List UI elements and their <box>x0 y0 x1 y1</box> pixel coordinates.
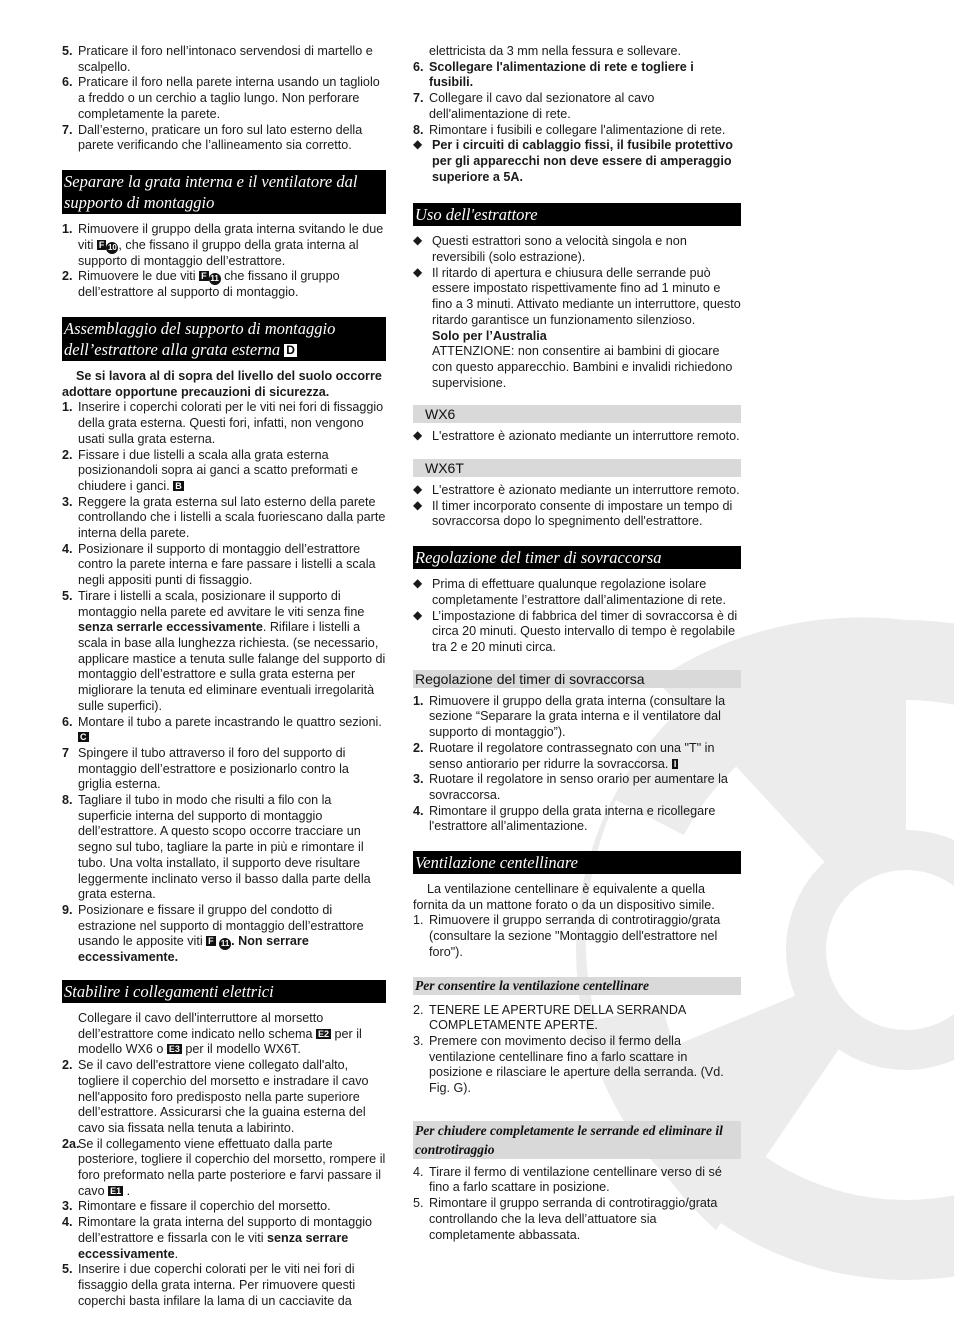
list-item: 7 Spingere il tubo attraverso il foro del supporto di montaggio dell’estrattore e posizionarlo contro la griglia esterna. <box>62 745 349 792</box>
section-heading-uso: Uso dell'estrattore <box>413 203 741 226</box>
list-item: 2. Fissare i due listelli a scala alla grata esterna posizionandoli sopra ai ganci a scatto preformati e chiudere i ganci. B <box>62 447 359 493</box>
list-item: 2. Rimuovere le due viti F 11 che fissano il gruppo dell’estrattore al supporto di montaggio. <box>62 269 340 300</box>
left-column <box>62 44 386 1309</box>
section-heading-ventilazione: Ventilazione centellinare <box>413 851 741 874</box>
list-item: 3. Premere con movimento deciso il fermo della ventilazione centellinare fino a farlo scattare in posizione e rilasciare le aperture della serranda. (Vd. Fig. G). <box>413 1033 724 1096</box>
list-item: 4. Posizionare il supporto di montaggio dell’estrattore contro la parete interna e fare passare i listelli a scala negli appositi punti di fissaggio. <box>62 541 376 588</box>
list-item: ◆ L'estrattore è azionato mediante un interruttore remoto. <box>413 428 740 444</box>
figure-ref-badge: F <box>208 936 214 947</box>
model-heading-wx6: WX6 <box>413 405 741 423</box>
right-column <box>413 44 741 1243</box>
list-item: 6. Scollegare l'alimentazione di rete e togliere i fusibili. <box>413 59 694 90</box>
list-item: 5. Inserire i due coperchi colorati per le viti nei fori di fissaggio della grata interna. Per rimuovere questi coperchi basta infilare la lama di un cacciavite da <box>62 1262 356 1308</box>
list-item: 4. Tirare il fermo di ventilazione centellinare verso di sé fino a farlo scattare in posizione. <box>413 1164 722 1195</box>
list-item: 7. Dall’esterno, praticare un foro sul lato esterno della parete verificando che l’allineamento sia corretto. <box>62 122 363 153</box>
list-item: Collegare il cavo dell'interruttore al morsetto dell’estrattore come indicato nello schema E2 per il modello WX6 o E3 per il modello WX6T. <box>78 1011 362 1057</box>
list-item: 3. Reggere la grata esterna sul lato esterno della parete controllando che i listelli a scala fuoriescano dalla parte interna della parete. <box>62 494 386 541</box>
list-item: 5. Praticare il foro nell’intonaco servendosi di martello e scalpello. <box>62 44 373 74</box>
subsection-heading-chiudere: Per chiudere completamente le serrande ed eliminare il controtiraggio <box>413 1121 741 1159</box>
list-item: 5. Rimontare il gruppo serranda di controtiraggio/grata controllando che la leva dell’attuatore sia completamente abbassata. <box>413 1196 718 1242</box>
bullet-icon: ◆ <box>413 137 423 152</box>
list-item: 8. Tagliare il tubo in modo che risulti a filo con la superficie interna del supporto di montaggio dell’estrattore. A questo scopo occorre tracciare un segno sul tubo, tagliare la parte in più e rimontare il tubo. Una volta installato, il supporto deve risultare leggermente inclinato verso il basso dalla parte della grata esterna. <box>62 793 371 902</box>
list-item: 2a. Se il collegamento viene effettuato dalla parte posteriore, togliere il coperchio del morsetto, rompere il foro preformato nella parte posteriore e farvi passare il cavo E1 . <box>62 1136 386 1198</box>
list-item: 2. Ruotare il regolatore contrassegnato con una "T" in senso antiorario per ridurre la sovraccorsa. I <box>413 740 715 771</box>
section-heading-separare: Separare la grata interna e il ventilatore dal supporto di montaggio <box>62 170 386 214</box>
list-item: ◆ L’impostazione di fabbrica del timer di sovraccorsa è di circa 20 minuti. Questo intervallo di tempo è regolabile tra 2 e 20 minuti circa. <box>413 607 738 654</box>
figure-ref-badge: I <box>673 758 677 769</box>
list-item: 1. Rimuovere il gruppo della grata interna svitando le due viti F 10 , che fissano il gruppo della grata interna al supporto di montaggio dell’estrattore. <box>62 221 384 268</box>
figure-ref-badge: E3 <box>168 1044 180 1055</box>
list-item: ◆ Prima di effettuare qualunque regolazione isolare completamente l’estrattore dall’alimentazione di rete. <box>413 576 727 607</box>
screw-number-badge: 10 <box>107 242 117 252</box>
list-item: ◆ L'estrattore è azionato mediante un interruttore remoto. <box>413 482 740 498</box>
figure-ref-badge: E2 <box>318 1028 330 1039</box>
figure-ref-badge: D <box>286 343 295 358</box>
list-item: 4. Rimontare la grata interna del supporto di montaggio dell’estrattore e fissarla con le viti senza serrare eccessivamente. <box>62 1215 373 1261</box>
figure-ref-badge: E1 <box>110 1185 122 1196</box>
bullet-icon: ◆ <box>413 264 423 279</box>
bullet-icon: ◆ <box>413 233 423 248</box>
section-heading-collegamenti: Stabilire i collegamenti elettrici <box>62 980 386 1003</box>
bullet-icon: ◆ <box>413 607 423 622</box>
list-item: 2. Se il cavo dell'estrattore viene collegato dall'alto, togliere il coperchio del morsetto e instradare il cavo nell'apposito foro predisposto nella parte superiore dell’estrattore. Assicurarsi che la guaina esterna del cavo sia fissata nella tenuta a labirinto. <box>62 1058 369 1135</box>
figure-ref-badge: B <box>175 480 182 491</box>
figure-ref-badge: F <box>201 271 207 282</box>
screw-number-badge: 11 <box>220 939 230 949</box>
bullet-icon: ◆ <box>413 482 423 497</box>
list-item: 3. Rimontare e fissare il coperchio del morsetto. <box>62 1199 331 1214</box>
subsection-heading-timer: Regolazione del timer di sovraccorsa <box>413 670 741 688</box>
list-item: 9. Posizionare e fissare il gruppo del condotto di estrazione nel supporto di montaggio dell’estrattore usando le apposite viti F 11 . Non serrare eccessivamente. <box>62 902 364 965</box>
bullet-icon: ◆ <box>413 576 423 591</box>
list-item: 3. Ruotare il regolatore in senso orario per aumentare la sovraccorsa. <box>413 772 728 802</box>
section-heading-timer: Regolazione del timer di sovraccorsa <box>413 546 741 569</box>
list-item: ◆ Questi estrattori sono a velocità singola e non reversibili (solo estrazione). <box>413 233 687 265</box>
list-item: ◆ Il timer incorporato consente di impostare un tempo di sovraccorsa dopo lo spegnimento dell'estrattore. <box>413 497 733 529</box>
figure-ref-badge: C <box>80 732 87 743</box>
figure-ref-badge: F <box>98 239 105 250</box>
bullet-icon: ◆ <box>413 497 423 512</box>
list-item: 8. Rimontare i fusibili e collegare l'alimentazione di rete. <box>413 122 726 137</box>
section-heading-assemblaggio: Assemblaggio del supporto di montaggio dell’estrattore alla grata esterna D <box>62 317 386 361</box>
list-item: ◆ Il ritardo di apertura e chiusura delle serrande può essere impostato rispettivamente fino ad 1 minuto e fino a 3 minuti. Attivato mediante un interruttore, questo ritardo garantisce un funzionamento silenzioso. Solo per l’Australia ATTENZIONE: non consentire ai bambini di giocare con questo apparecchio. Bambini e invalidi richiedono supervisione. <box>413 264 741 390</box>
model-heading-wx6t: WX6T <box>413 459 741 477</box>
list-item: 6. Montare il tubo a parete incastrando le quattro sezioni. C <box>62 714 382 743</box>
list-item: 1. Rimuovere il gruppo della grata interna (consultare la sezione “Separare la grata interna e il ventilatore dal supporto di montaggio”). <box>413 693 726 740</box>
safety-warning: Se si lavora al di sopra del livello del suolo occorre adottare opportune precauzioni di sicurezza. <box>62 369 382 399</box>
list-item: 1. Rimuovere il gruppo serranda di controtiraggio/grata (consultare la sezione "Montaggio dell'estrattore nel foro"). <box>413 913 721 959</box>
screw-number-badge: 11 <box>210 274 219 284</box>
list-item: 2. TENERE LE APERTURE DELLA SERRANDA COMPLETAMENTE APERTE. <box>413 1002 686 1033</box>
list-item: 7. Collegare il cavo dal sezionatore al cavo dell'alimentazione di rete. <box>413 91 655 121</box>
bullet-icon: ◆ <box>413 428 423 443</box>
subsection-heading-consentire: Per consentire la ventilazione centellinare <box>413 977 741 995</box>
list-item: 4. Rimontare il gruppo della grata interna e ricollegare l'estrattore all’alimentazione. <box>413 803 716 834</box>
list-item: 1. Inserire i coperchi colorati per le viti nei fori di fissaggio della grata esterna. Questi fori, infatti, non vengono usati sulla grata esterna. <box>62 400 384 446</box>
list-item: 6. Praticare il foro nella parete interna usando un tagliolo a freddo o un cerchio a taglio lungo. Non perforare completamente la parete. <box>62 75 380 121</box>
list-item: 5. Tirare i listelli a scala, posizionare il supporto di montaggio nella parete ed avvitare le viti senza fine senza serrarle eccessivamente. Rifilare i listelli a scala in base alla lunghezza richiesta. (se necessario, applicare mastice a tenuta sulle falange del supporto di montaggio dell’estrattore e sulla grata esterna per migliorare la tenuta ed eliminare eventuali irregolarità sulle superfici). <box>62 588 386 713</box>
intro-paragraph: La ventilazione centellinare è equivalente a quella fornita da un mattone forato o da un dispositivo simile. <box>413 882 715 912</box>
list-item: elettricista da 3 mm nella fessura e sollevare. <box>429 44 681 58</box>
list-item: ◆ Per i circuiti di cablaggio fissi, il fusibile protettivo per gli apparecchi non deve essere di amperaggio superiore a 5A. <box>413 137 733 184</box>
